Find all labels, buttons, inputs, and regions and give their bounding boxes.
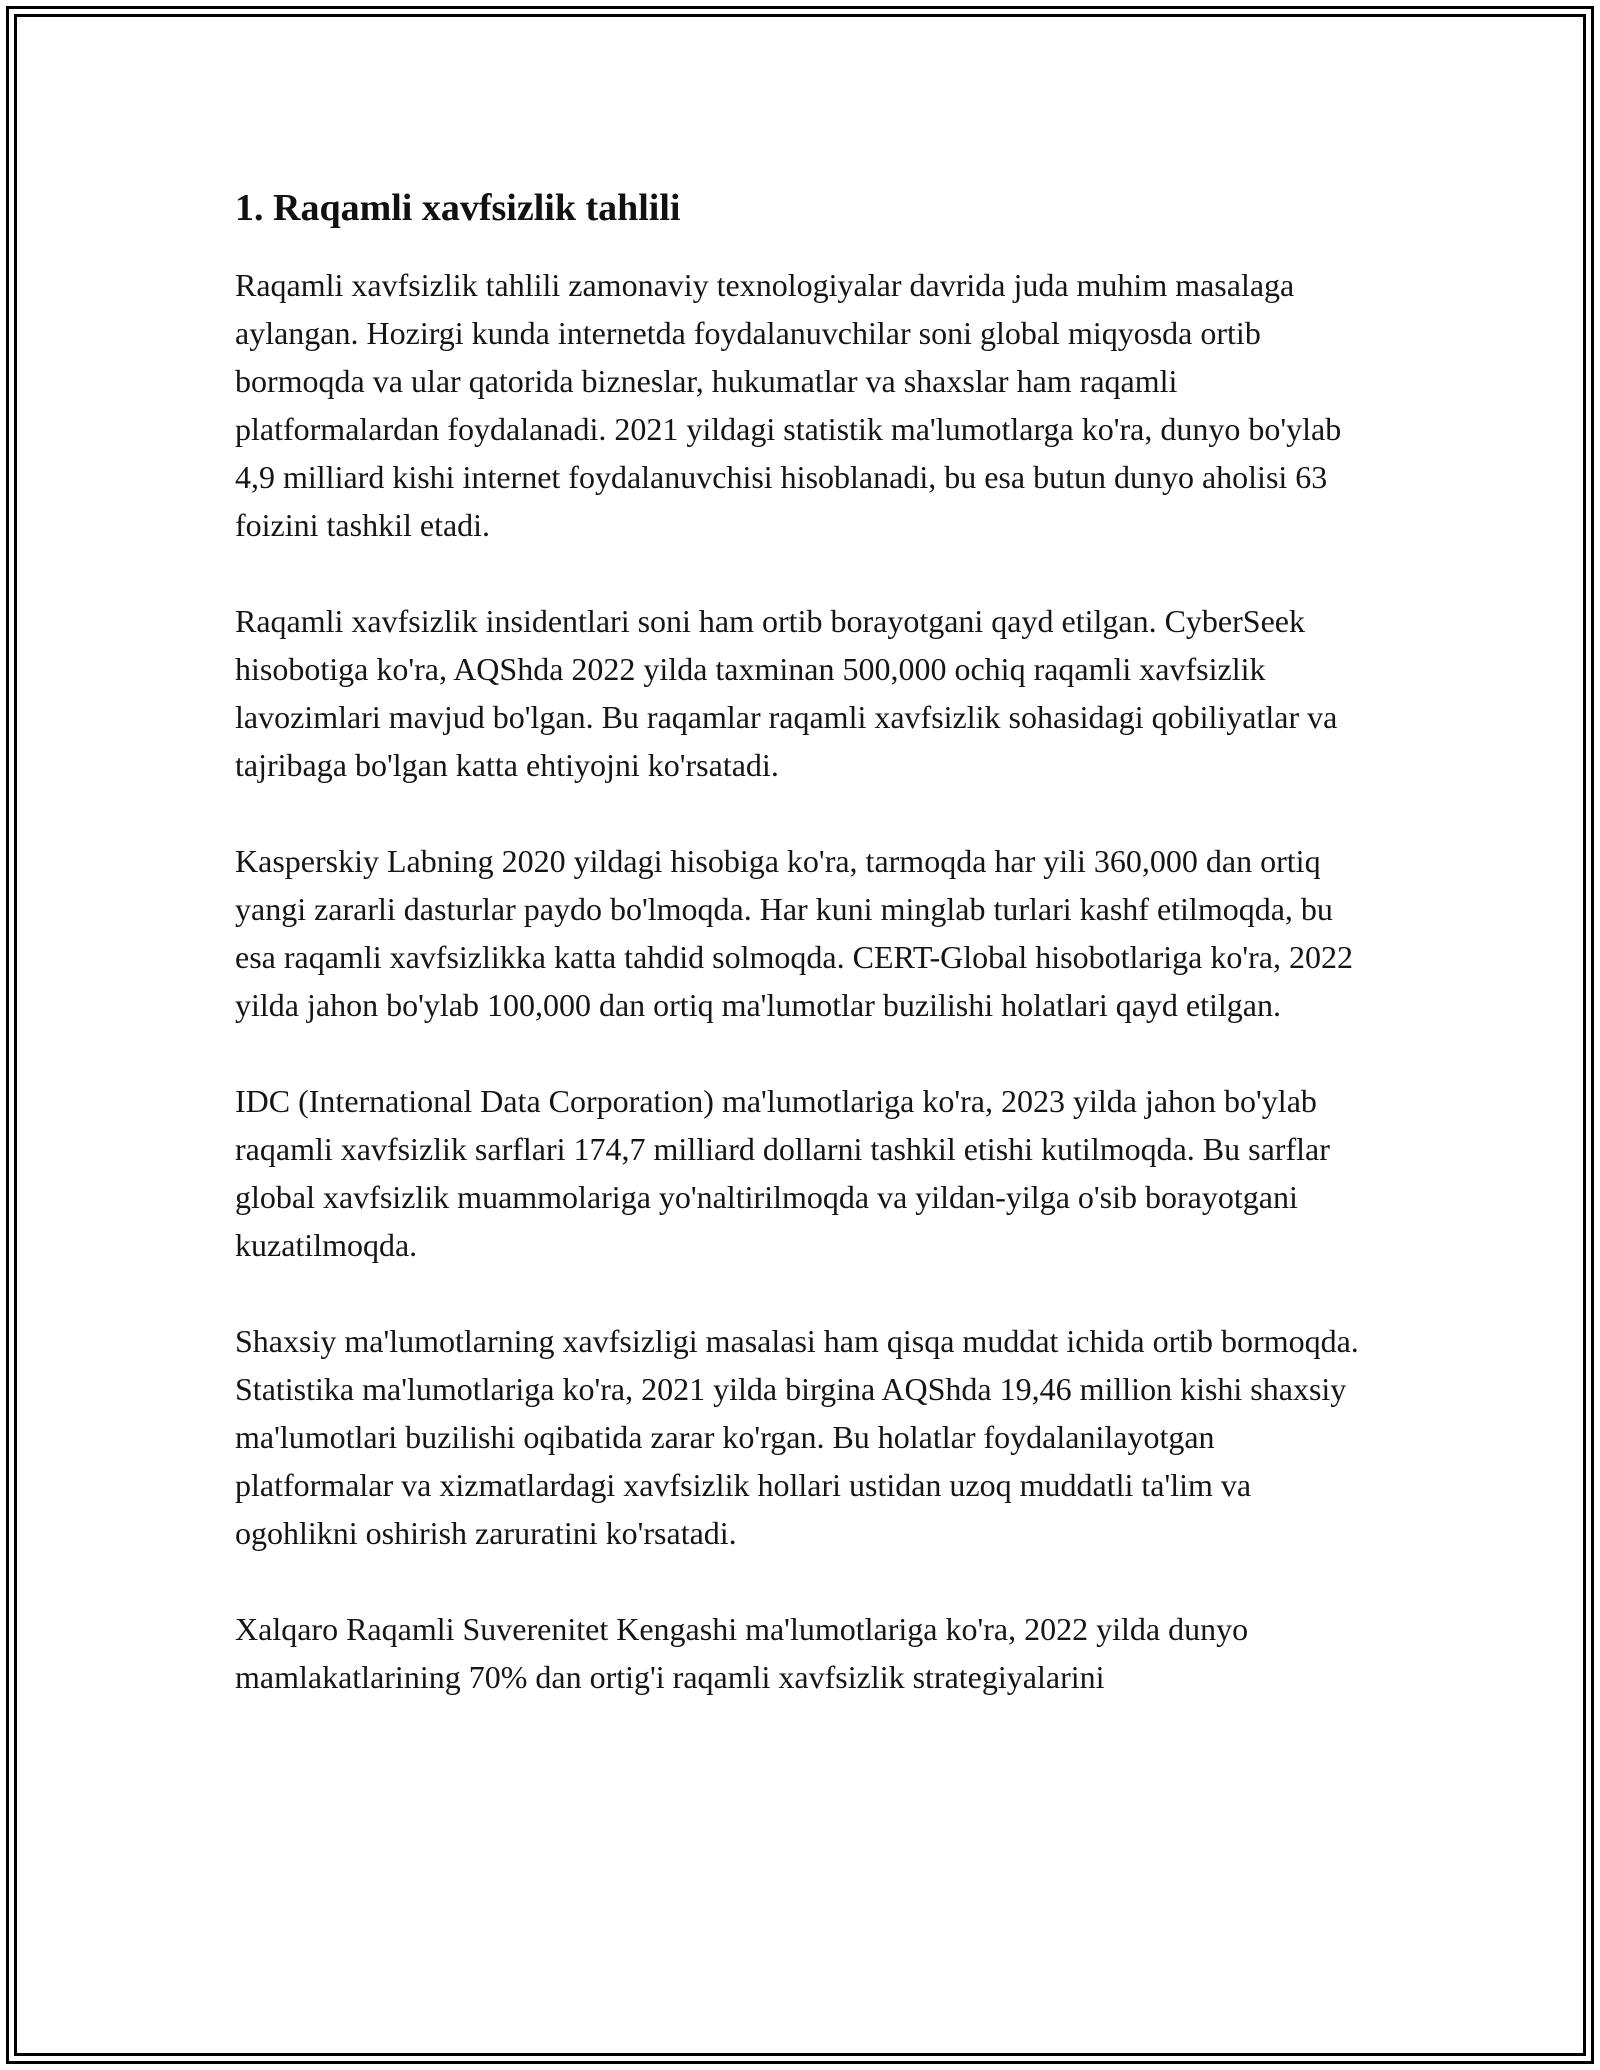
- document-body: [235, 185, 1375, 1749]
- paragraph-6: Xalqaro Raqamli Suverenitet Kengashi ma'lumotlariga ko'ra, 2022 yilda dunyo mamlakatlarining 70% dan ortig'i raqamli xavfsizlik strategiyalarini: [235, 1610, 1249, 1695]
- paragraph-4: IDC (International Data Corporation) ma'lumotlariga ko'ra, 2023 yilda jahon bo'ylab raqamli xavfsizlik sarflari 174,7 milliard dollarni tashkil etishi kutilmoqda. Bu sarflar global xavfsizlik muammolariga yo'naltirilmoqda va yildan-yilga o'sib borayotgani kuzatilmoqda.: [235, 1082, 1330, 1263]
- paragraph-5: Shaxsiy ma'lumotlarning xavfsizligi masalasi ham qisqa muddat ichida ortib bormoqda. Statistika ma'lumotlariga ko'ra, 2021 yilda birgina AQShda 19,46 million kishi shaxsiy ma'lumotlari buzilishi oqibatida zarar ko'rgan. Bu holatlar foydalanilayotgan platformalar va xizmatlardagi xavfsizlik hollari ustidan uzoq muddatli ta'lim va ogohlikni oshirish zaruratini ko'rsatadi.: [235, 1322, 1359, 1551]
- paragraph-2: Raqamli xavfsizlik insidentlari soni ham ortib borayotgani qayd etilgan. CyberSeek hisobotiga ko'ra, AQShda 2022 yilda taxminan 500,000 ochiq raqamli xavfsizlik lavozimlari mavjud bo'lgan. Bu raqamlar raqamli xavfsizlik sohasidagi qobiliyatlar va tajribaga bo'lgan katta ehtiyojni ko'rsatadi.: [235, 602, 1338, 783]
- section-heading: 1. Raqamli xavfsizlik tahlili: [235, 187, 681, 229]
- paragraph-1: Raqamli xavfsizlik tahlili zamonaviy texnologiyalar davrida juda muhim masalaga aylangan. Hozirgi kunda internetda foydalanuvchilar soni global miqyosda ortib bormoqda va ular qatorida bizneslar, hukumatlar va shaxslar ham raqamli platformalardan foydalanadi. 2021 yildagi statistik ma'lumotlarga ko'ra, dunyo bo'ylab 4,9 milliard kishi internet foydalanuvchisi hisoblanadi, bu esa butun dunyo aholisi 63 foizini tashkil etadi.: [235, 266, 1342, 543]
- paragraph-3: Kasperskiy Labning 2020 yildagi hisobiga ko'ra, tarmoqda har yili 360,000 dan ortiq yangi zararli dasturlar paydo bo'lmoqda. Har kuni minglab turlari kashf etilmoqda, bu esa raqamli xavfsizlikka katta tahdid solmoqda. CERT-Global hisobotlariga ko'ra, 2022 yilda jahon bo'ylab 100,000 dan ortiq ma'lumotlar buzilishi holatlari qayd etilgan.: [235, 842, 1353, 1023]
